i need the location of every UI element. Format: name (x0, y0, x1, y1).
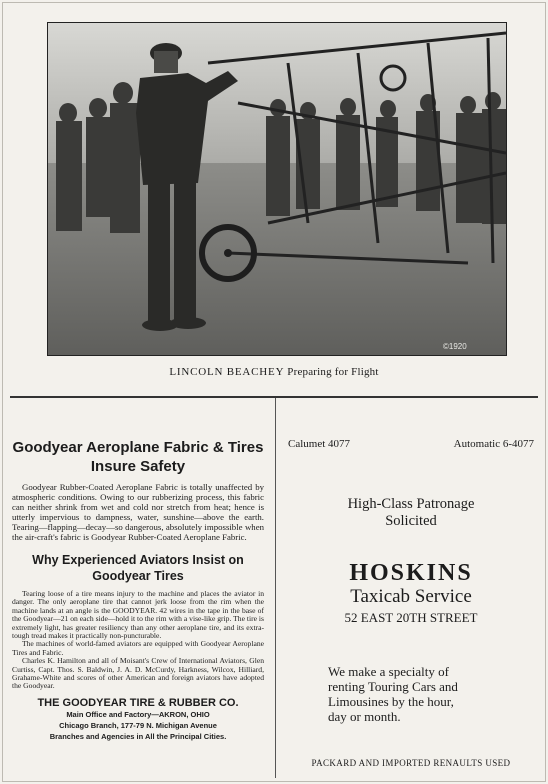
goodyear-paragraph-1: Goodyear Rubber-Coated Aeroplane Fabric is totally unaffected by atmospheric conditions. Owing to our rubberizing process, this fabric can neither shrink from wet and cold nor stretch from heat; hence is utterly impervious to dampness, water, sunshine—above the earth. Tearing—flapping—decay—so dangerous, absolutely impossible when the air-craft's fabric is Goodyear Rubber-Coated Aeroplane Fabric. (12, 482, 264, 542)
hoskins-name: HOSKINS (349, 560, 473, 586)
packard-footer: PACKARD AND IMPORTED RENAULTS USED (311, 758, 511, 768)
specialty-line-1: We make a specialty of (328, 664, 449, 679)
phone-automatic: Automatic 6-4077 (453, 438, 534, 450)
caption-rest: Preparing for Flight (287, 366, 379, 378)
column-divider (275, 398, 276, 778)
patronage-line-2: Solicited (385, 513, 437, 529)
caption-name: LINCOLN BEACHEY (169, 366, 285, 378)
specialty-line-3: Limousines by the hour, (328, 694, 454, 709)
goodyear-paragraph-2: Tearing loose of a tire means injury to the machine and places the aviator in danger. The only aeroplane tire that cannot jerk loose from the rim when the machine lands at an angle is the GOODYEAR. 42 wires in the tape in the base of the Goodyear—21 on each side—hold it to the rim with a vise-like grip. The tire is extremely light, has greater resiliency than any other aeroplane tire, and its extra-tough tread makes it practically non-puncturable. (12, 589, 264, 641)
goodyear-paragraph-4: Charles K. Hamilton and all of Moisant's Crew of International Aviators, Glen Curtiss, Capt. Thos. S. Baldwin, J. A. D. McCurdy, Harkness, Wilcox, Hilliard, Grahame-White and scores of other American and foreign aviators have adopted the Goodyear. (12, 656, 264, 691)
phone-calumet: Calumet 4077 (288, 438, 351, 450)
goodyear-chicago-branch: Chicago Branch, 177-79 N. Michigan Avenue (59, 720, 217, 730)
aviator-photo (47, 22, 507, 356)
goodyear-main-office: Main Office and Factory—AKRON, OHIO (66, 709, 210, 719)
horizontal-rule (10, 396, 538, 398)
photo-credit: ©1920 (443, 342, 467, 351)
goodyear-branches: Branches and Agencies in All the Principal Cities. (49, 731, 227, 741)
goodyear-paragraph-3: The machines of world-famed aviators are equipped with Goodyear Aeroplane Tires and Fabric. (12, 639, 264, 657)
photo-illustration (48, 23, 506, 355)
patronage-text (282, 496, 540, 530)
specialty-line-4: day or month. (328, 709, 401, 724)
goodyear-ad (8, 438, 268, 742)
patronage-line-1: High-Class Patronage (347, 496, 475, 512)
phone-numbers (282, 438, 540, 450)
hoskins-address: 52 EAST 20TH STREET (344, 610, 478, 625)
specialty-line-2: renting Touring Cars and (328, 679, 458, 694)
goodyear-company: THE GOODYEAR TIRE & RUBBER CO. (37, 696, 239, 709)
specialty-text (328, 664, 540, 724)
goodyear-subheadline: Why Experienced Aviators Insist on Goodyear Tires (32, 553, 244, 583)
goodyear-headline: Goodyear Aeroplane Fabric & Tires Insure Safety (12, 439, 264, 475)
hoskins-ad (282, 438, 540, 724)
taxicab-service: Taxicab Service (350, 586, 472, 607)
photo-caption (0, 366, 548, 378)
